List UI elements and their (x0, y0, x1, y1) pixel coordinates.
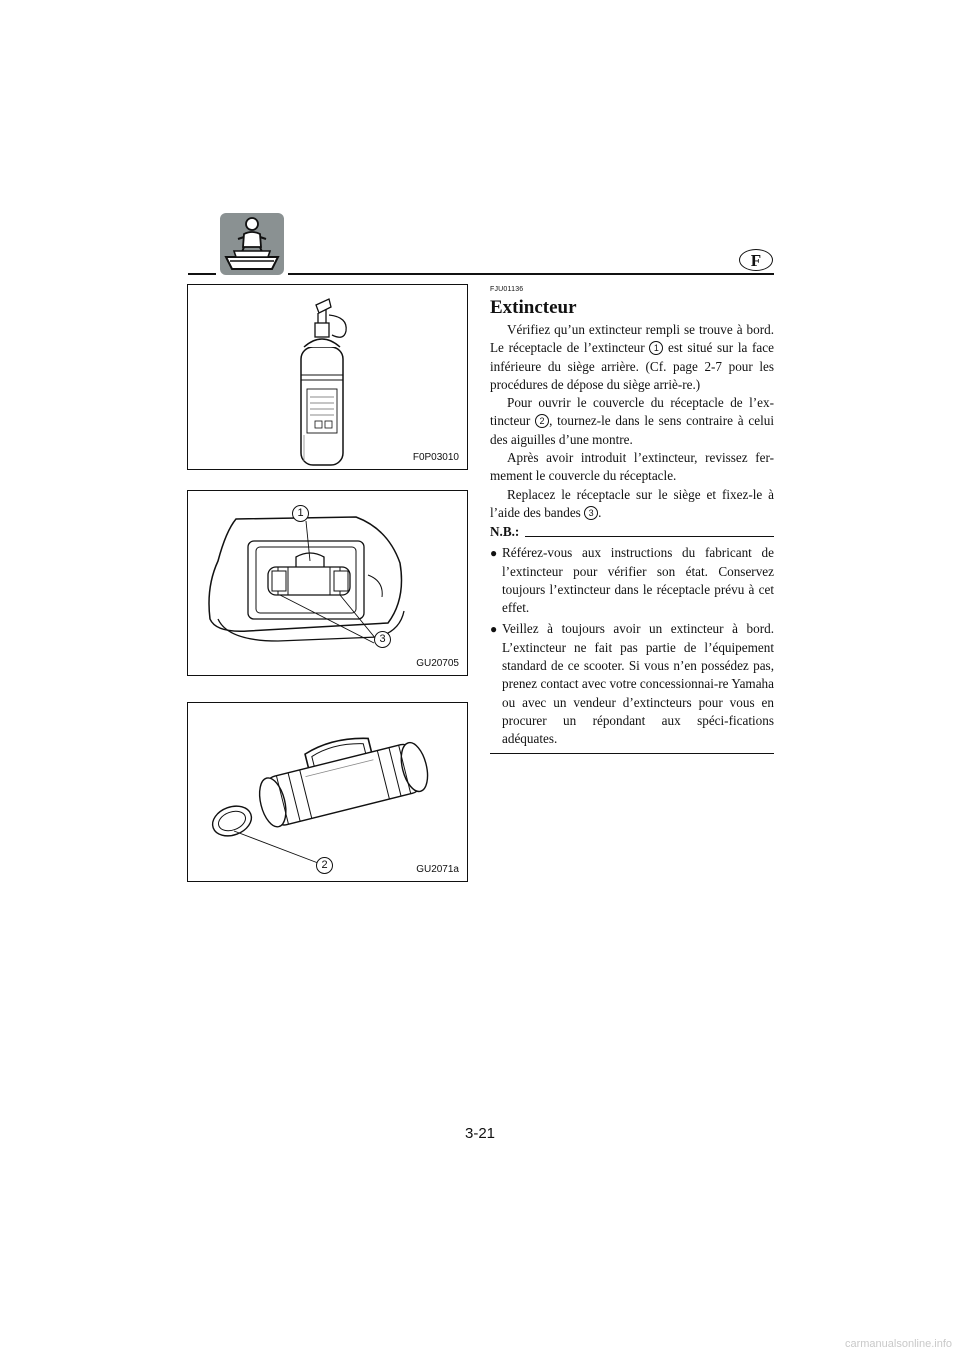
section-extinguisher (490, 286, 774, 754)
document-code: FJU01136 (490, 286, 524, 293)
watermark: carmanualsonline.info (844, 1338, 952, 1350)
page-number: 3-21 (464, 1125, 496, 1142)
holder-cap-illustration (188, 703, 468, 882)
section-title: Extincteur (490, 297, 577, 318)
note-header (490, 523, 774, 541)
paragraph-1: Vérifiez qu’un extincteur rempli se trouve à bord. Le réceptacle de l’extincteur 1 est situé sur la face inférieure du siège arrière. (Cf. page 2-7 pour les procédures de dépose du siège arriè-re.) (490, 322, 774, 392)
figure-code: GU2071a (416, 864, 459, 875)
note-end-rule (490, 753, 774, 754)
bullet-dot-icon: ● (490, 546, 498, 561)
ref-2: 2 (535, 414, 549, 428)
note-label: N.B.: (490, 524, 520, 540)
ref-3: 3 (584, 506, 598, 520)
note-rule (525, 536, 774, 537)
callout-3: 3 (374, 631, 391, 648)
fire-extinguisher-illustration (188, 285, 468, 470)
bullet-dot-icon: ● (490, 622, 498, 637)
figure-code: GU20705 (416, 658, 459, 669)
watercraft-rider-icon (220, 213, 284, 275)
callout-1: 1 (292, 505, 309, 522)
note-bullet: ● Référez-vous aux instructions du fabricant de l’extincteur pour vérifier son état. Conservez toujours l’extincteur dans le réceptacle prévu à cet effet. (490, 544, 774, 617)
figure-seat-receptacle (187, 490, 468, 676)
note-bullet: ● Veillez à toujours avoir un extincteur à bord. L’extincteur ne fait pas partie de l’équipement standard de ce scooter. Si vous n’en possédez pas, prenez contact avec votre concessionnai-re Yamaha ou avec un vendeur d’extincteurs pour vous en procurer un répondant aux spéci-fications adéquates. (490, 620, 774, 748)
ref-1: 1 (649, 341, 663, 355)
paragraph-4: Replacez le réceptacle sur le siège et fixez-le à l’aide des bandes 3 . (490, 486, 774, 520)
figure-extinguisher (187, 284, 468, 470)
paragraph-2: Pour ouvrir le couvercle du réceptacle de l’ex-tincteur 2 , tournez-le dans le sens contraire à celui des aiguilles d’une montre. (490, 395, 774, 447)
figure-holder-cap (187, 702, 468, 882)
seat-receptacle-illustration (188, 491, 468, 676)
paragraph-3: Après avoir introduit l’extincteur, revissez fer-mement le couvercle du réceptacle. (490, 450, 774, 484)
callout-2: 2 (316, 857, 333, 874)
figure-code: F0P03010 (412, 452, 459, 463)
language-badge: F (739, 249, 773, 271)
